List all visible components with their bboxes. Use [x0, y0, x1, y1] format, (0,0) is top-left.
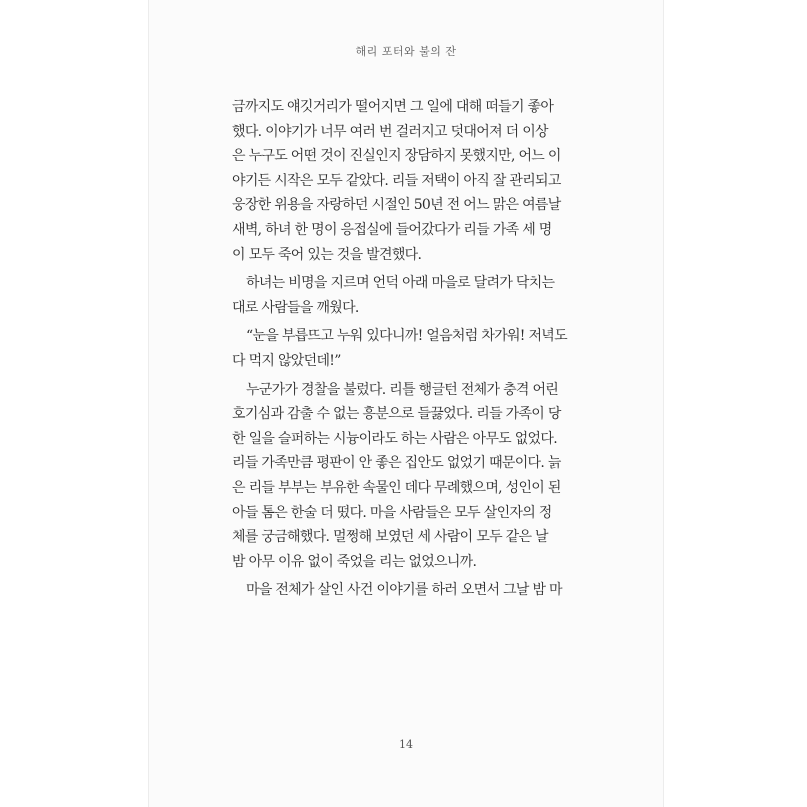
- book-page: [148, 0, 664, 807]
- text-line: 하녀는 비명을 지르며 언덕 아래 마을로 달려가 닥치는: [246, 275, 555, 292]
- text-line: 했다. 이야기가 너무 여러 번 걸러지고 덧대어져 더 이상: [232, 123, 548, 140]
- body-text: [232, 95, 572, 603]
- text-line: 은 리들 부부는 부유한 속물인 데다 무례했으며, 성인이 된: [232, 479, 561, 496]
- text-line: 누군가가 경찰을 불렀다. 리틀 행글턴 전체가 충격 어린: [246, 381, 559, 398]
- running-header: 해리 포터와 불의 잔: [355, 45, 457, 58]
- text-line: “눈을 부릅뜨고 누워 있다니까! 얼음처럼 차가워! 저녁도: [246, 328, 567, 345]
- text-line: 이 모두 죽어 있는 것을 발견했다.: [232, 246, 422, 263]
- text-line: 체를 궁금해했다. 멀쩡해 보였던 세 사람이 모두 같은 날: [232, 529, 548, 546]
- text-line: 금까지도 얘깃거리가 떨어지면 그 일에 대해 떠들기 좋아: [232, 99, 554, 115]
- text-line: 은 누구도 어떤 것이 진실인지 장담하지 못했지만, 어느 이: [232, 148, 561, 165]
- text-line: 새벽, 하녀 한 명이 응접실에 들어갔다가 리들 가족 세 명: [232, 221, 552, 238]
- text-line: 마을 전체가 살인 사건 이야기를 하러 오면서 그날 밤 마: [246, 582, 562, 599]
- paragraph: [232, 578, 572, 603]
- paragraph: [232, 271, 572, 320]
- text-line: 밤 아무 이유 없이 죽었을 리는 없었으니까.: [232, 553, 477, 570]
- paragraph: [232, 378, 572, 575]
- text-line: 리들 가족만큼 평판이 안 좋은 집안도 없었기 때문이다. 늙: [232, 455, 561, 472]
- page-number: 14: [399, 738, 413, 751]
- text-line: 웅장한 위용을 자랑하던 시절인 50년 전 어느 맑은 여름날: [232, 197, 561, 214]
- paragraph: [232, 95, 572, 267]
- text-line: 아들 톰은 한술 더 떴다. 마을 사람들은 모두 살인자의 정: [232, 504, 552, 521]
- text-line: 다 먹지 않았던데!”: [232, 352, 341, 369]
- text-line: 한 일을 슬퍼하는 시늉이라도 하는 사람은 아무도 없었다.: [232, 430, 557, 447]
- text-line: 호기심과 감출 수 없는 흥분으로 들끓었다. 리들 가족이 당: [232, 406, 561, 423]
- text-line: 대로 사람들을 깨웠다.: [232, 299, 359, 316]
- text-line: 야기든 시작은 모두 같았다. 리들 저택이 아직 잘 관리되고: [232, 172, 561, 189]
- paragraph: [232, 324, 572, 373]
